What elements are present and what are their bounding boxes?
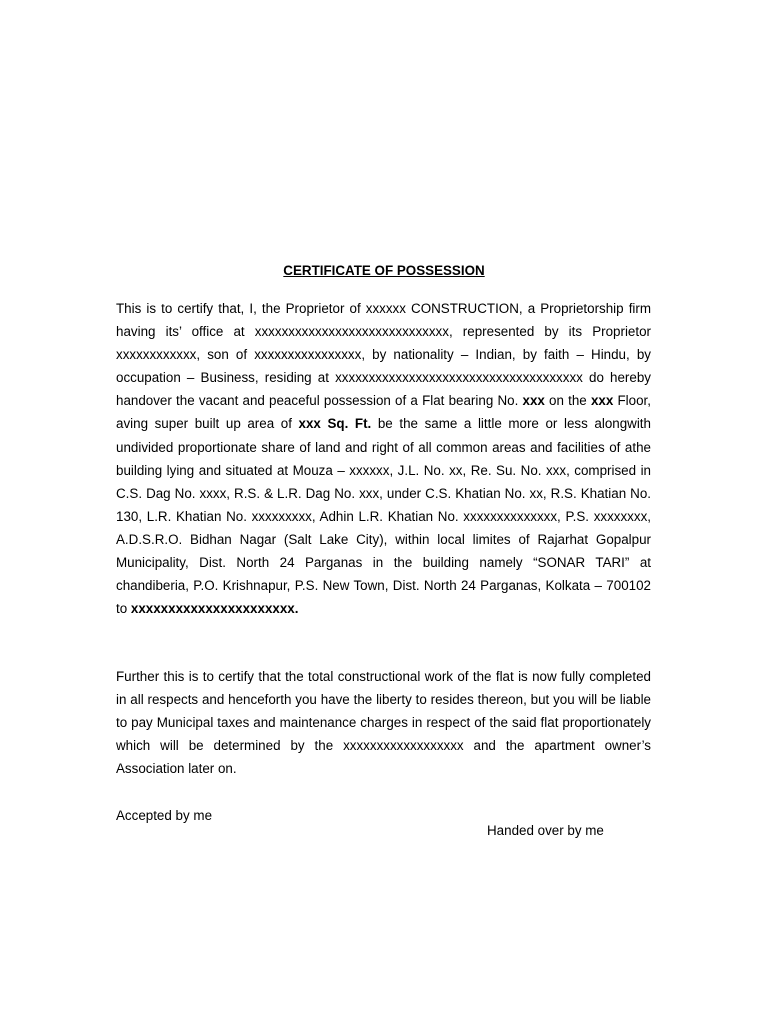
paragraph-text: be the same a little more or less alongwith undivided proportionate share of land and right of all common areas and facilities of athe building lying and situated at Mouza – xxxxxx, J.L. No. xx, Re. Su. No. xxx, comprised in C.S. Dag No. xxxx, R.S. & L.R. Dag No. xxx, under C.S. Khatian No. xx, R.S. Khatian No. 130, L.R. Khatian No. xxxxxxxxx, Adhin L.R. Khatian No. xxxxxxxxxxxxxx, P.S. xxxxxxxx, A.D.S.R.O. Bidhan Nagar (Salt Lake City), within local limites of Rajarhat Gopalpur Municipality, Dist. North 24 Parganas in the building namely “SONAR TARI” at chandiberia, P.O. Krishnapur, P.S. New Town, Dist. North 24 Parganas, Kolkata – 700102 to	[116, 416, 651, 617]
document-title: CERTIFICATE OF POSSESSION	[283, 263, 485, 278]
floor-number: xxx	[590, 393, 614, 409]
handed-over-label: Handed over by me	[487, 823, 604, 838]
area-value: xxx Sq. Ft.	[298, 416, 372, 432]
recipient-name: xxxxxxxxxxxxxxxxxxxxxx.	[130, 601, 299, 617]
further-paragraph: Further this is to certify that the total constructional work of the flat is now fully completed in all respects and henceforth you have the liberty to resides thereon, but you will be liable to pay Municipal taxes and maintenance charges in respect of the said flat proportionately which will be determined by the xxxxxxxxxxxxxxxxxx and the apartment owner’s Association later on.	[116, 669, 651, 777]
paragraph-text: This is to certify that, I, the Proprietor of xxxxxx CONSTRUCTION, a Proprietorship firm having its’ office at xxxxxxxxxxxxxxxxxxxxxxxxxxxxx, represented by its Proprietor xxxxxxxxxxxx, son of xxxxxxxxxxxxxxxx, by nationality – Indian, by faith – Hindu, by occupation – Business, residing at xxxxxxxxxxxxxxxxxxxxxxxxxxxxxxxxxxxxx do hereby handover the vacant and peaceful possession of a Flat bearing No.	[116, 301, 651, 409]
accepted-by-label: Accepted by me	[116, 808, 213, 823]
paragraph-text: Floor, aving super built up area of	[116, 393, 651, 432]
paragraph-text: on the	[544, 393, 591, 409]
flat-number: xxx	[522, 393, 545, 409]
certificate-paragraph	[116, 297, 651, 620]
